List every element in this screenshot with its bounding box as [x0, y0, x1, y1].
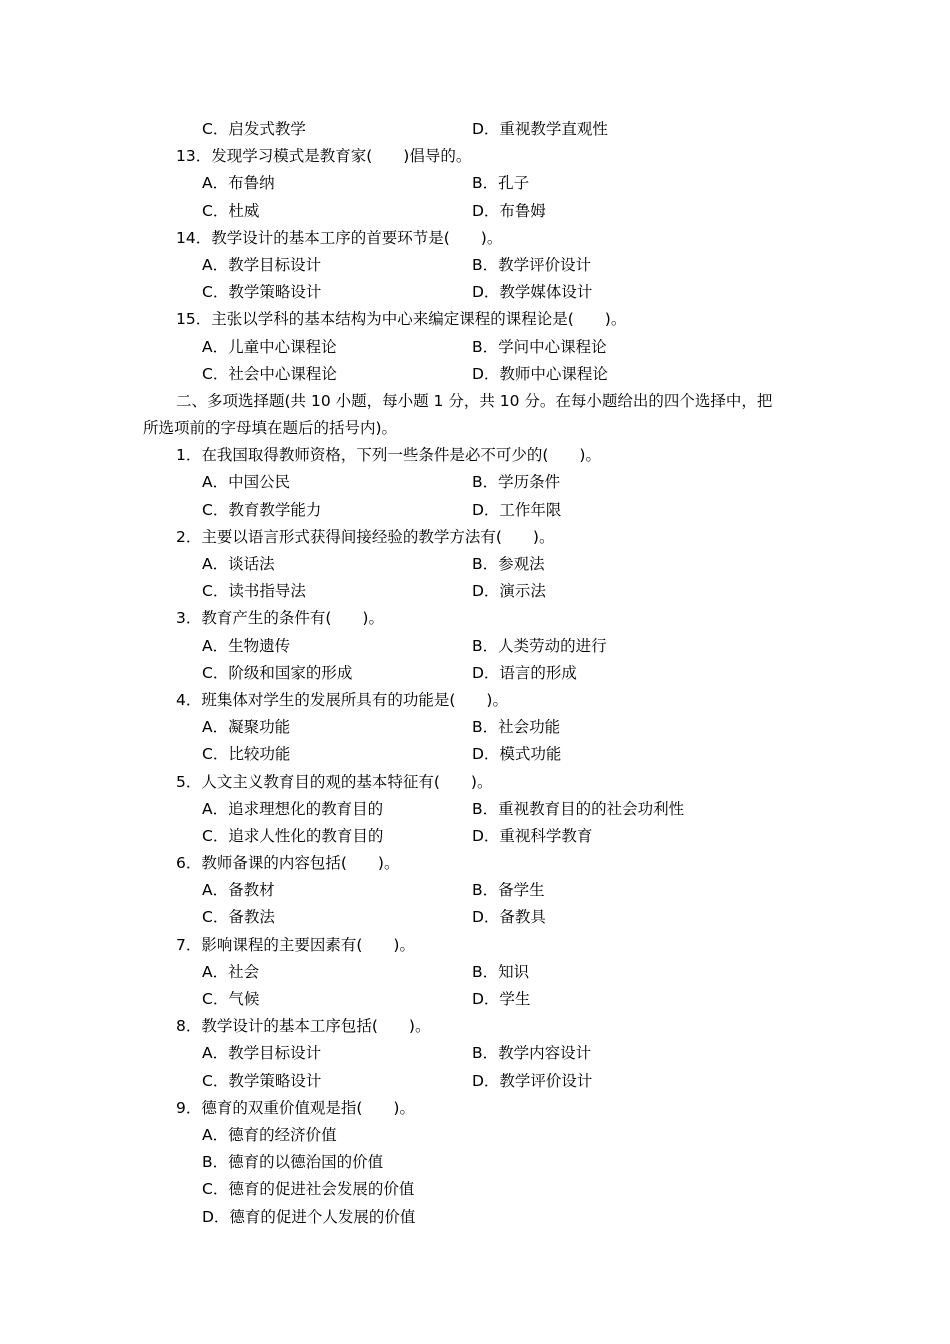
option-c: C．杜威: [202, 201, 260, 220]
option-row: [0, 714, 950, 741]
question-stem: 13．发现学习模式是教育家( )倡导的。: [176, 147, 472, 166]
section-heading-continued: 所选项前的字母填在题后的括号内)。: [143, 419, 398, 438]
option-row: [0, 497, 950, 524]
question-stem: 4．班集体对学生的发展所具有的功能是( )。: [176, 690, 508, 709]
option-c: C．气候: [202, 990, 260, 1008]
question-stem: 15．主张以学科的基本结构为中心来编定课程的课程论是( )。: [176, 310, 627, 329]
option-b: B．重视教育目的的社会功利性: [472, 799, 685, 818]
option-row: [0, 578, 950, 605]
option-b: B．学问中心课程论: [472, 337, 607, 356]
option-d: D．重视科学教育: [472, 826, 593, 845]
option-a: A．布鲁纳: [202, 174, 275, 193]
option-a: A．生物遗传: [202, 636, 291, 655]
option-b: B．参观法: [472, 555, 545, 573]
option-row: [0, 660, 950, 687]
option-row: [0, 361, 950, 388]
option-row: [0, 904, 950, 931]
question-stem: 5．人文主义教育目的观的基本特征有( )。: [176, 772, 493, 791]
option-b: B．德育的以德治国的价值: [202, 1153, 384, 1172]
option-row: [0, 1068, 950, 1095]
option-b: B．社会功能: [472, 718, 561, 737]
option-c: C．启发式教学: [202, 120, 306, 138]
option-b: B．学历条件: [472, 473, 561, 492]
option-c: C．比较功能: [202, 745, 291, 764]
option-row: [0, 959, 950, 986]
option-row: [0, 986, 950, 1013]
question-stem: 3．教育产生的条件有( )。: [176, 609, 384, 628]
question-stem: 1．在我国取得教师资格，下列一些条件是必不可少的( )。: [176, 446, 601, 465]
exam-page: [0, 116, 950, 1231]
option-d: D．教学评价设计: [472, 1071, 593, 1090]
option-row: [0, 741, 950, 768]
option-row: [0, 170, 950, 197]
option-a: A．教学目标设计: [202, 255, 322, 274]
option-d: D．备教具: [472, 908, 546, 927]
option-c: C．备教法: [202, 908, 275, 927]
question-stem: 14．教学设计的基本工序的首要环节是( )。: [176, 228, 503, 247]
option-row: [0, 796, 950, 823]
option-row: [0, 469, 950, 496]
option-row: [0, 279, 950, 306]
option-row: [0, 551, 950, 578]
option-b: B．教学评价设计: [472, 255, 592, 274]
option-c: C．读书指导法: [202, 582, 306, 601]
option-c: C．教学策略设计: [202, 283, 322, 302]
option-d: D．模式功能: [472, 745, 562, 764]
option-a: A．追求理想化的教育目的: [202, 799, 384, 818]
option-c: C．社会中心课程论: [202, 364, 337, 383]
option-c: C．德育的促进社会发展的价值: [202, 1180, 415, 1199]
option-a: A．中国公民: [202, 473, 291, 492]
question-stem: 7．影响课程的主要因素有( )。: [176, 935, 415, 954]
question-stem: 6．教师备课的内容包括( )。: [176, 854, 400, 873]
question-stem: 2．主要以语言形式获得间接经验的教学方法有( )。: [176, 527, 555, 546]
option-row: [0, 198, 950, 225]
option-c: C．追求人性化的教育目的: [202, 826, 384, 845]
option-row: [0, 334, 950, 361]
option-a: A．儿童中心课程论: [202, 337, 337, 356]
option-a: A．谈话法: [202, 555, 275, 573]
option-b: B．教学内容设计: [472, 1044, 592, 1063]
option-row: [0, 633, 950, 660]
option-row: [0, 252, 950, 279]
option-c: C．教学策略设计: [202, 1071, 322, 1090]
question-stem: 9．德育的双重价值观是指( )。: [176, 1098, 415, 1117]
option-d: D．语言的形成: [472, 663, 577, 682]
option-row: [0, 823, 950, 850]
option-a: A．备教材: [202, 881, 275, 900]
option-row: [0, 1040, 950, 1067]
option-row: [0, 877, 950, 904]
option-d: D．工作年限: [472, 500, 562, 519]
option-a: A．社会: [202, 962, 260, 981]
option-d: D．演示法: [472, 582, 546, 601]
option-d: D．布鲁姆: [472, 201, 546, 220]
option-b: B．孔子: [472, 174, 530, 193]
option-d: D．教师中心课程论: [472, 364, 608, 383]
option-d: D．德育的促进个人发展的价值: [202, 1207, 416, 1226]
option-row: [0, 116, 950, 143]
option-b: B．人类劳动的进行: [472, 636, 607, 655]
option-a: A．凝聚功能: [202, 718, 291, 737]
option-d: D．教学媒体设计: [472, 283, 593, 302]
option-c: C．阶级和国家的形成: [202, 663, 353, 682]
option-d: D．重视教学直观性: [472, 120, 608, 138]
option-c: C．教育教学能力: [202, 500, 322, 519]
option-a: A．德育的经济价值: [202, 1125, 337, 1144]
section-heading: 二、多项选择题(共 10 小题，每小题 1 分，共 10 分。在每小题给出的四个选择中，把: [176, 391, 773, 410]
question-stem: 8．教学设计的基本工序包括( )。: [176, 1017, 431, 1036]
option-b: B．备学生: [472, 881, 545, 900]
option-d: D．学生: [472, 990, 531, 1008]
option-a: A．教学目标设计: [202, 1044, 322, 1063]
option-b: B．知识: [472, 962, 530, 981]
